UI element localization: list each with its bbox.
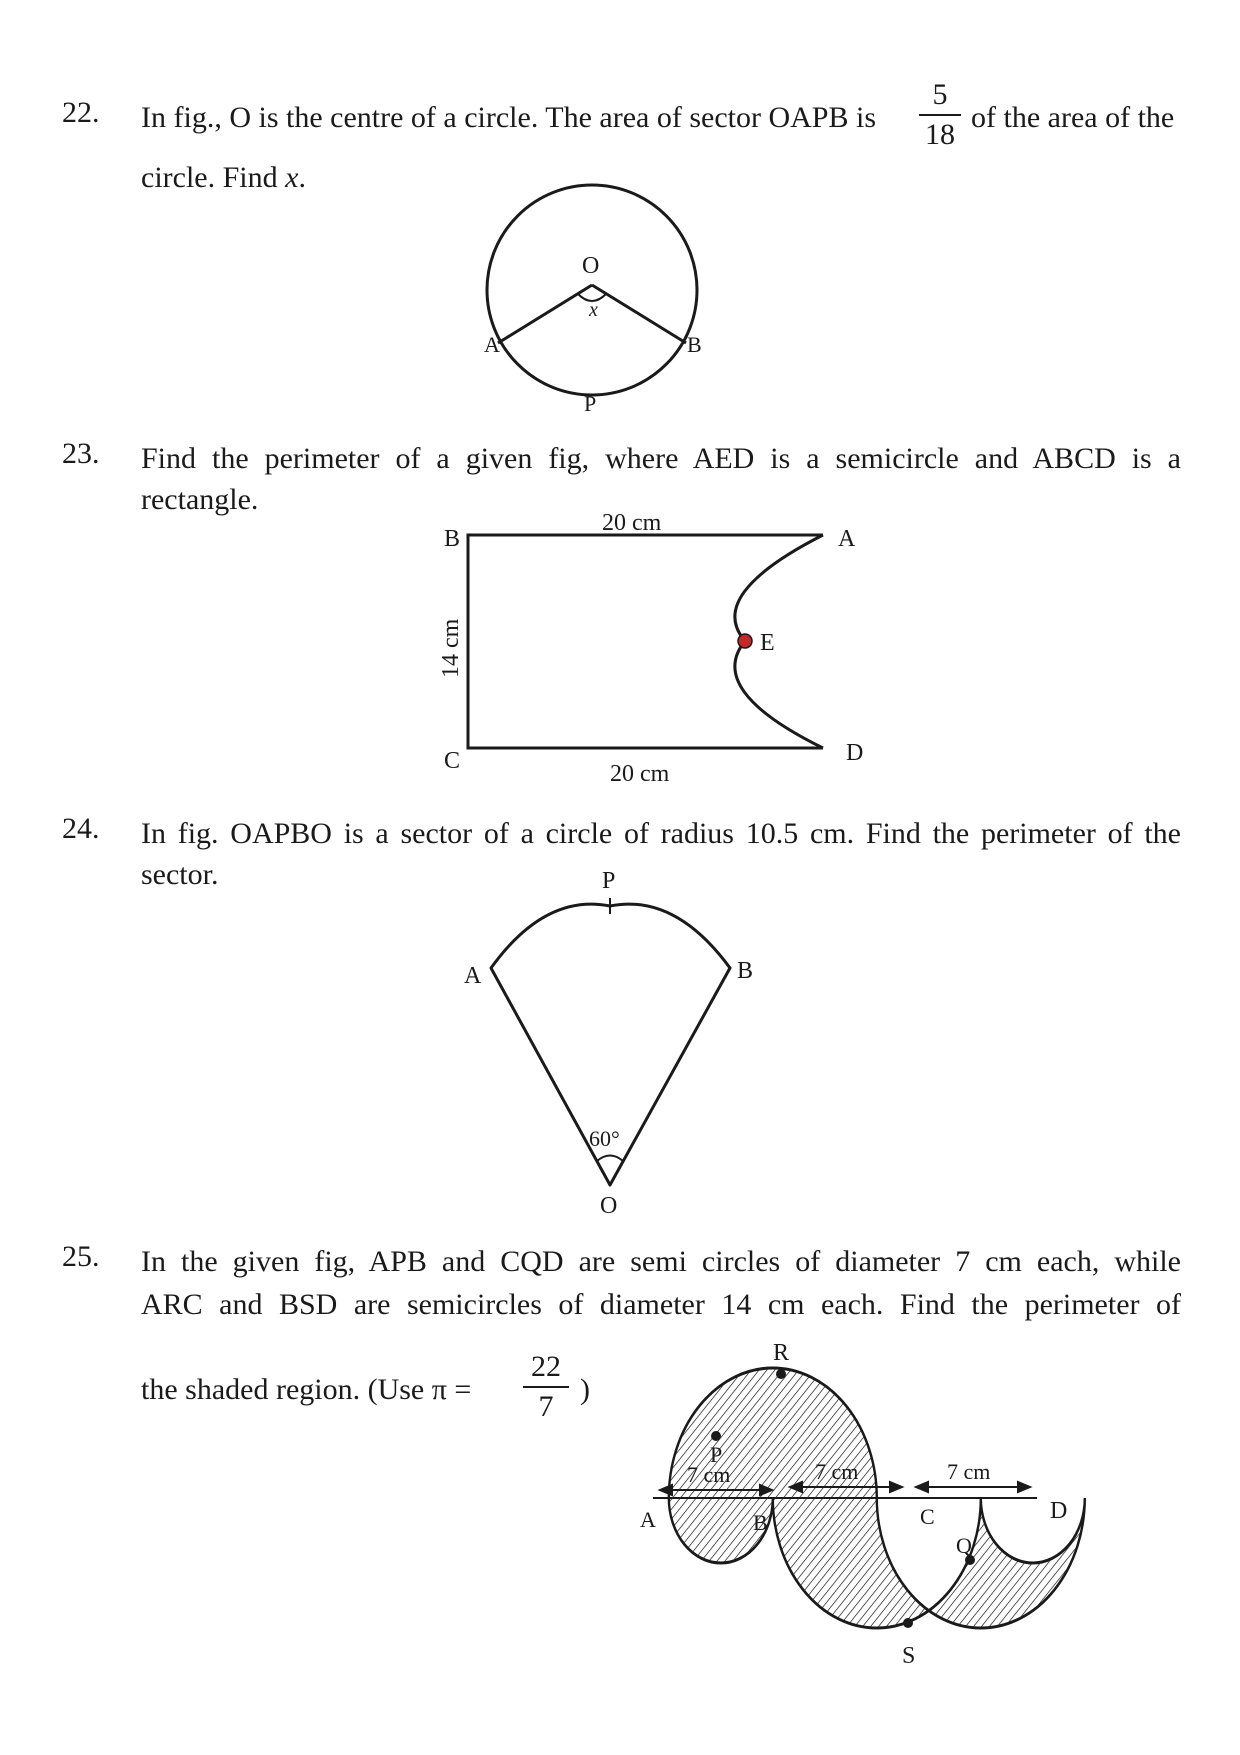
fig23-rectangle-figure (438, 510, 863, 787)
q22-text-before: In fig., O is the centre of a circle. The area of sector OAPB is (141, 101, 877, 134)
fig25-shaded-figure (640, 1340, 1085, 1669)
fig24-sector-figure (464, 868, 753, 1219)
fig25-label-a: A (640, 1507, 656, 1532)
q24-line1: In fig. OAPBO is a sector of a circle of radius 10.5 cm. Find the perimeter of the (141, 817, 1181, 850)
q22-variable-x: x (285, 161, 299, 194)
fig25-point-s (903, 1618, 913, 1628)
q23-line2: rectangle. (141, 483, 259, 516)
q23-line1: Find the perimeter of a given fig, where AED is a semicircle and ABCD is a (141, 442, 1181, 475)
fig23-point-e (738, 634, 752, 648)
fig23-bottom-length: 20 cm (610, 761, 670, 787)
fig23-label-b: B (444, 526, 461, 552)
fig25-point-p (711, 1431, 721, 1441)
fig22-label-x: x (589, 299, 598, 321)
fig25-dim-1: 7 cm (687, 1462, 731, 1487)
fig25-label-r: R (773, 1340, 790, 1366)
q22-text-after: of the area of the (971, 101, 1175, 134)
q25-fraction (523, 1350, 569, 1424)
fig23-label-a: A (838, 526, 856, 552)
fig22-circle (487, 185, 697, 395)
q25-fraction-numerator: 22 (531, 1350, 561, 1383)
q23-number: 23. (62, 437, 100, 470)
fig22-label-a: A (484, 332, 500, 357)
fig24-label-a: A (464, 963, 482, 989)
fig23-top-length: 20 cm (602, 510, 662, 536)
fig24-label-p: P (602, 868, 616, 894)
q25-fraction-denominator: 7 (538, 1390, 554, 1423)
fig22-radius-oa (498, 285, 592, 343)
fig23-label-e: E (760, 630, 775, 656)
fig25-label-q: Q (956, 1533, 972, 1558)
fig23-side-length: 14 cm (438, 618, 464, 678)
fig22-circle-figure (484, 185, 702, 416)
fig25-dim-3: 7 cm (947, 1459, 991, 1484)
fig24-label-b: B (737, 958, 754, 984)
q22-fraction-numerator: 5 (932, 78, 948, 111)
q25-line1: In the given fig, APB and CQD are semi circles of diameter 7 cm each, while (141, 1245, 1181, 1278)
q25-line3-end: ) (580, 1373, 590, 1406)
q22-line2-end: . (298, 161, 306, 194)
fig25-label-c: C (920, 1504, 935, 1529)
fig25-dim-2: 7 cm (815, 1459, 859, 1484)
q24-line2: sector. (141, 858, 219, 891)
fig22-radius-ob (592, 285, 686, 343)
fig24-angle-label: 60° (589, 1126, 620, 1151)
fig24-label-o: O (600, 1193, 618, 1219)
fig25-point-r (776, 1369, 786, 1379)
fig22-label-p: P (584, 391, 597, 416)
fig25-label-d: D (1050, 1498, 1068, 1524)
fig23-label-d: D (846, 740, 864, 766)
fig22-label-b: B (687, 332, 702, 357)
fig25-label-p: P (710, 1442, 723, 1467)
fig24-angle-arc (597, 1156, 623, 1162)
fig23-label-c: C (444, 748, 461, 774)
q22-fraction-denominator: 18 (925, 118, 955, 151)
fig25-label-s: S (902, 1643, 916, 1669)
q22-line2-text: circle. Find (141, 161, 278, 194)
q25-number: 25. (62, 1240, 100, 1273)
q25-line3: the shaded region. (Use π = (141, 1373, 472, 1406)
fig25-label-b: B (753, 1510, 768, 1535)
q22-number: 22. (62, 96, 100, 129)
q25-line2: ARC and BSD are semicircles of diameter 14 cm each. Find the perimeter of (141, 1288, 1181, 1321)
fig22-label-o: O (582, 253, 600, 279)
q24-number: 24. (62, 812, 100, 845)
